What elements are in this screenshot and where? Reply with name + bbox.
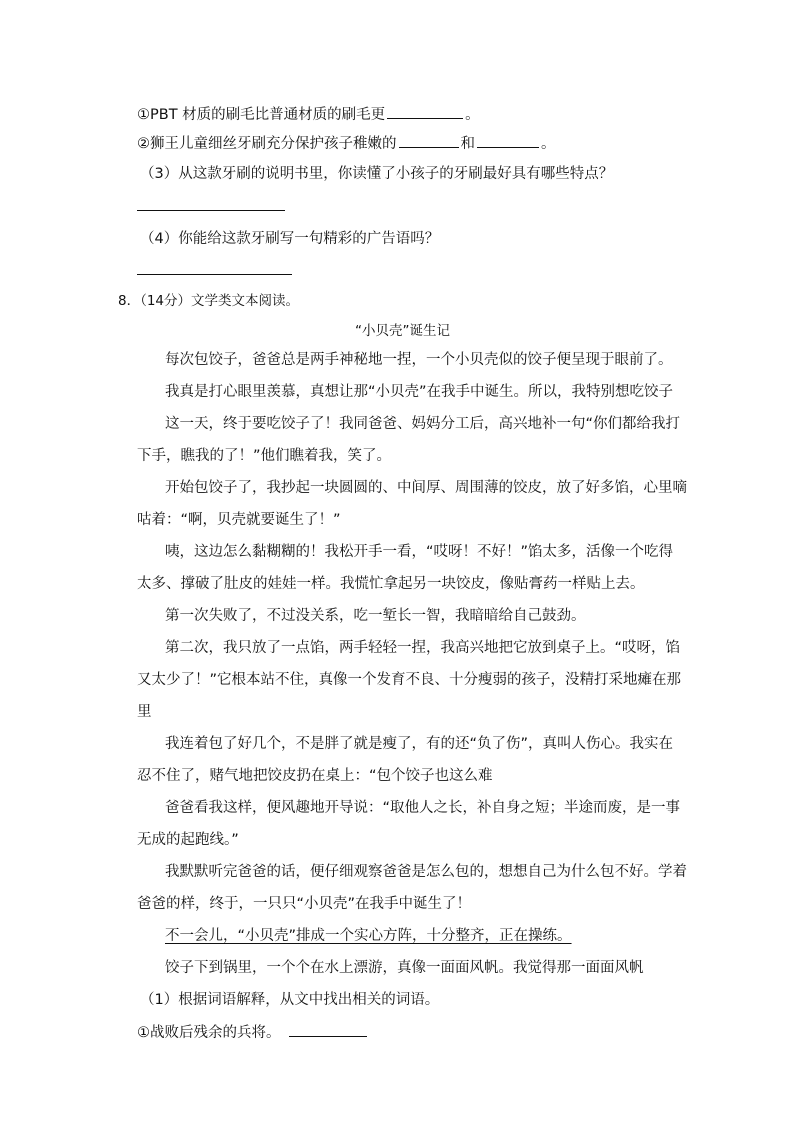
paragraph-line: 我真是打心眼里羡慕，真想让那“小贝壳”在我手中诞生。所以，我特别想吃饺子: [165, 384, 674, 400]
paragraph-line: 我默默听完爸爸的话，便仔细观察爸爸是怎么包的，想想自己为什么包不好。学着: [165, 864, 687, 880]
answer-blank[interactable]: [399, 133, 459, 148]
paragraph-line: 爸爸看我这样，便风趣地开导说：“取他人之长，补自身之短；半途而废，是一事: [165, 800, 681, 816]
paragraph-line: 爸爸的样，终于，一只只“小贝壳”在我手中诞生了！: [137, 896, 472, 912]
answer-blank[interactable]: [387, 104, 463, 119]
paragraph-line: 咦，这边怎么黏糊糊的！我松开手一看，“哎呀！不好！”馅太多，活像一个吃得: [165, 544, 674, 560]
paragraph-line: 又太少了！”它根本站不住，真像一个发育不良、十分瘦弱的孩子，没精打采地瘫在那: [137, 672, 682, 688]
paragraph-line: 这一天，终于要吃饺子了！我同爸爸、妈妈分工后，高兴地补一句“你们都给我打: [165, 416, 681, 432]
paragraph-line: 忍不住了，赌气地把饺皮扔在桌上：“包个饺子也这么难: [137, 768, 493, 784]
answer-line[interactable]: [137, 274, 292, 275]
paragraph-line: 咕着：“啊，贝壳就要诞生了！”: [137, 512, 341, 528]
paragraph-line: 下手，瞧我的了！”他们瞧着我，笑了。: [137, 448, 392, 464]
q8-sub1-item1-text: ①战败后残余的兵将。: [137, 1025, 281, 1041]
q7-item1: [137, 104, 480, 125]
paragraph-line: 里: [137, 704, 152, 720]
q8-sub1-item1: [137, 1022, 369, 1043]
answer-blank[interactable]: [289, 1022, 367, 1037]
paragraph-line: 第一次失败了，不过没关系，吃一堑长一智，我暗暗给自己鼓劲。: [165, 608, 586, 624]
punct: 。: [465, 107, 480, 123]
q7-item2: [137, 133, 556, 154]
paragraph-line: 无成的起跑线。”: [137, 832, 239, 848]
paragraph-line: 太多、撑破了肚皮的娃娃一样。我慌忙拿起另一块饺皮，像贴膏药一样贴上去。: [137, 576, 645, 592]
paragraph-line: 每次包饺子，爸爸总是两手神秘地一捏，一个小贝壳似的饺子便呈现于眼前了。: [165, 352, 673, 368]
paragraph-line: 第二次，我只放了一点馅，两手轻轻一捏，我高兴地把它放到桌子上。“哎呀，馅: [165, 640, 681, 656]
connector-word: 和: [460, 136, 475, 152]
paragraph-line: 我连着包了好几个，不是胖了就是瘦了，有的还“负了伤”，真叫人伤心。我实在: [165, 736, 674, 752]
q7-sub4: （4）你能给这款牙刷写一句精彩的广告语吗？: [140, 231, 440, 247]
underlined-sentence: 不一会儿，“小贝壳”排成一个实心方阵，十分整齐，正在操练。: [165, 928, 572, 944]
punct: 。: [541, 136, 556, 152]
answer-blank[interactable]: [477, 133, 539, 148]
paragraph-line: 开始包饺子了，我抄起一块圆圆的、中间厚、周围薄的饺皮，放了好多馅，心里嘀: [165, 480, 687, 496]
answer-line[interactable]: [137, 210, 285, 211]
q7-item2-text: ②狮王儿童细丝牙刷充分保护孩子稚嫩的: [137, 136, 397, 152]
q8-sub1: （1）根据词语解释，从文中找出相关的词语。: [140, 992, 440, 1008]
paragraph-line: 饺子下到锅里，一个个在水上漂游，真像一面面风帆。我觉得那一面面风帆: [165, 960, 644, 976]
passage-title: “小贝壳”诞生记: [355, 323, 450, 339]
q7-sub3: （3）从这款牙刷的说明书里，你读懂了小孩子的牙刷最好具有哪些特点？: [140, 166, 614, 182]
q7-item1-text: ①PBT 材质的刷毛比普通材质的刷毛更: [137, 107, 386, 123]
q8-heading: 8．（14分）文学类文本阅读。: [118, 293, 300, 309]
